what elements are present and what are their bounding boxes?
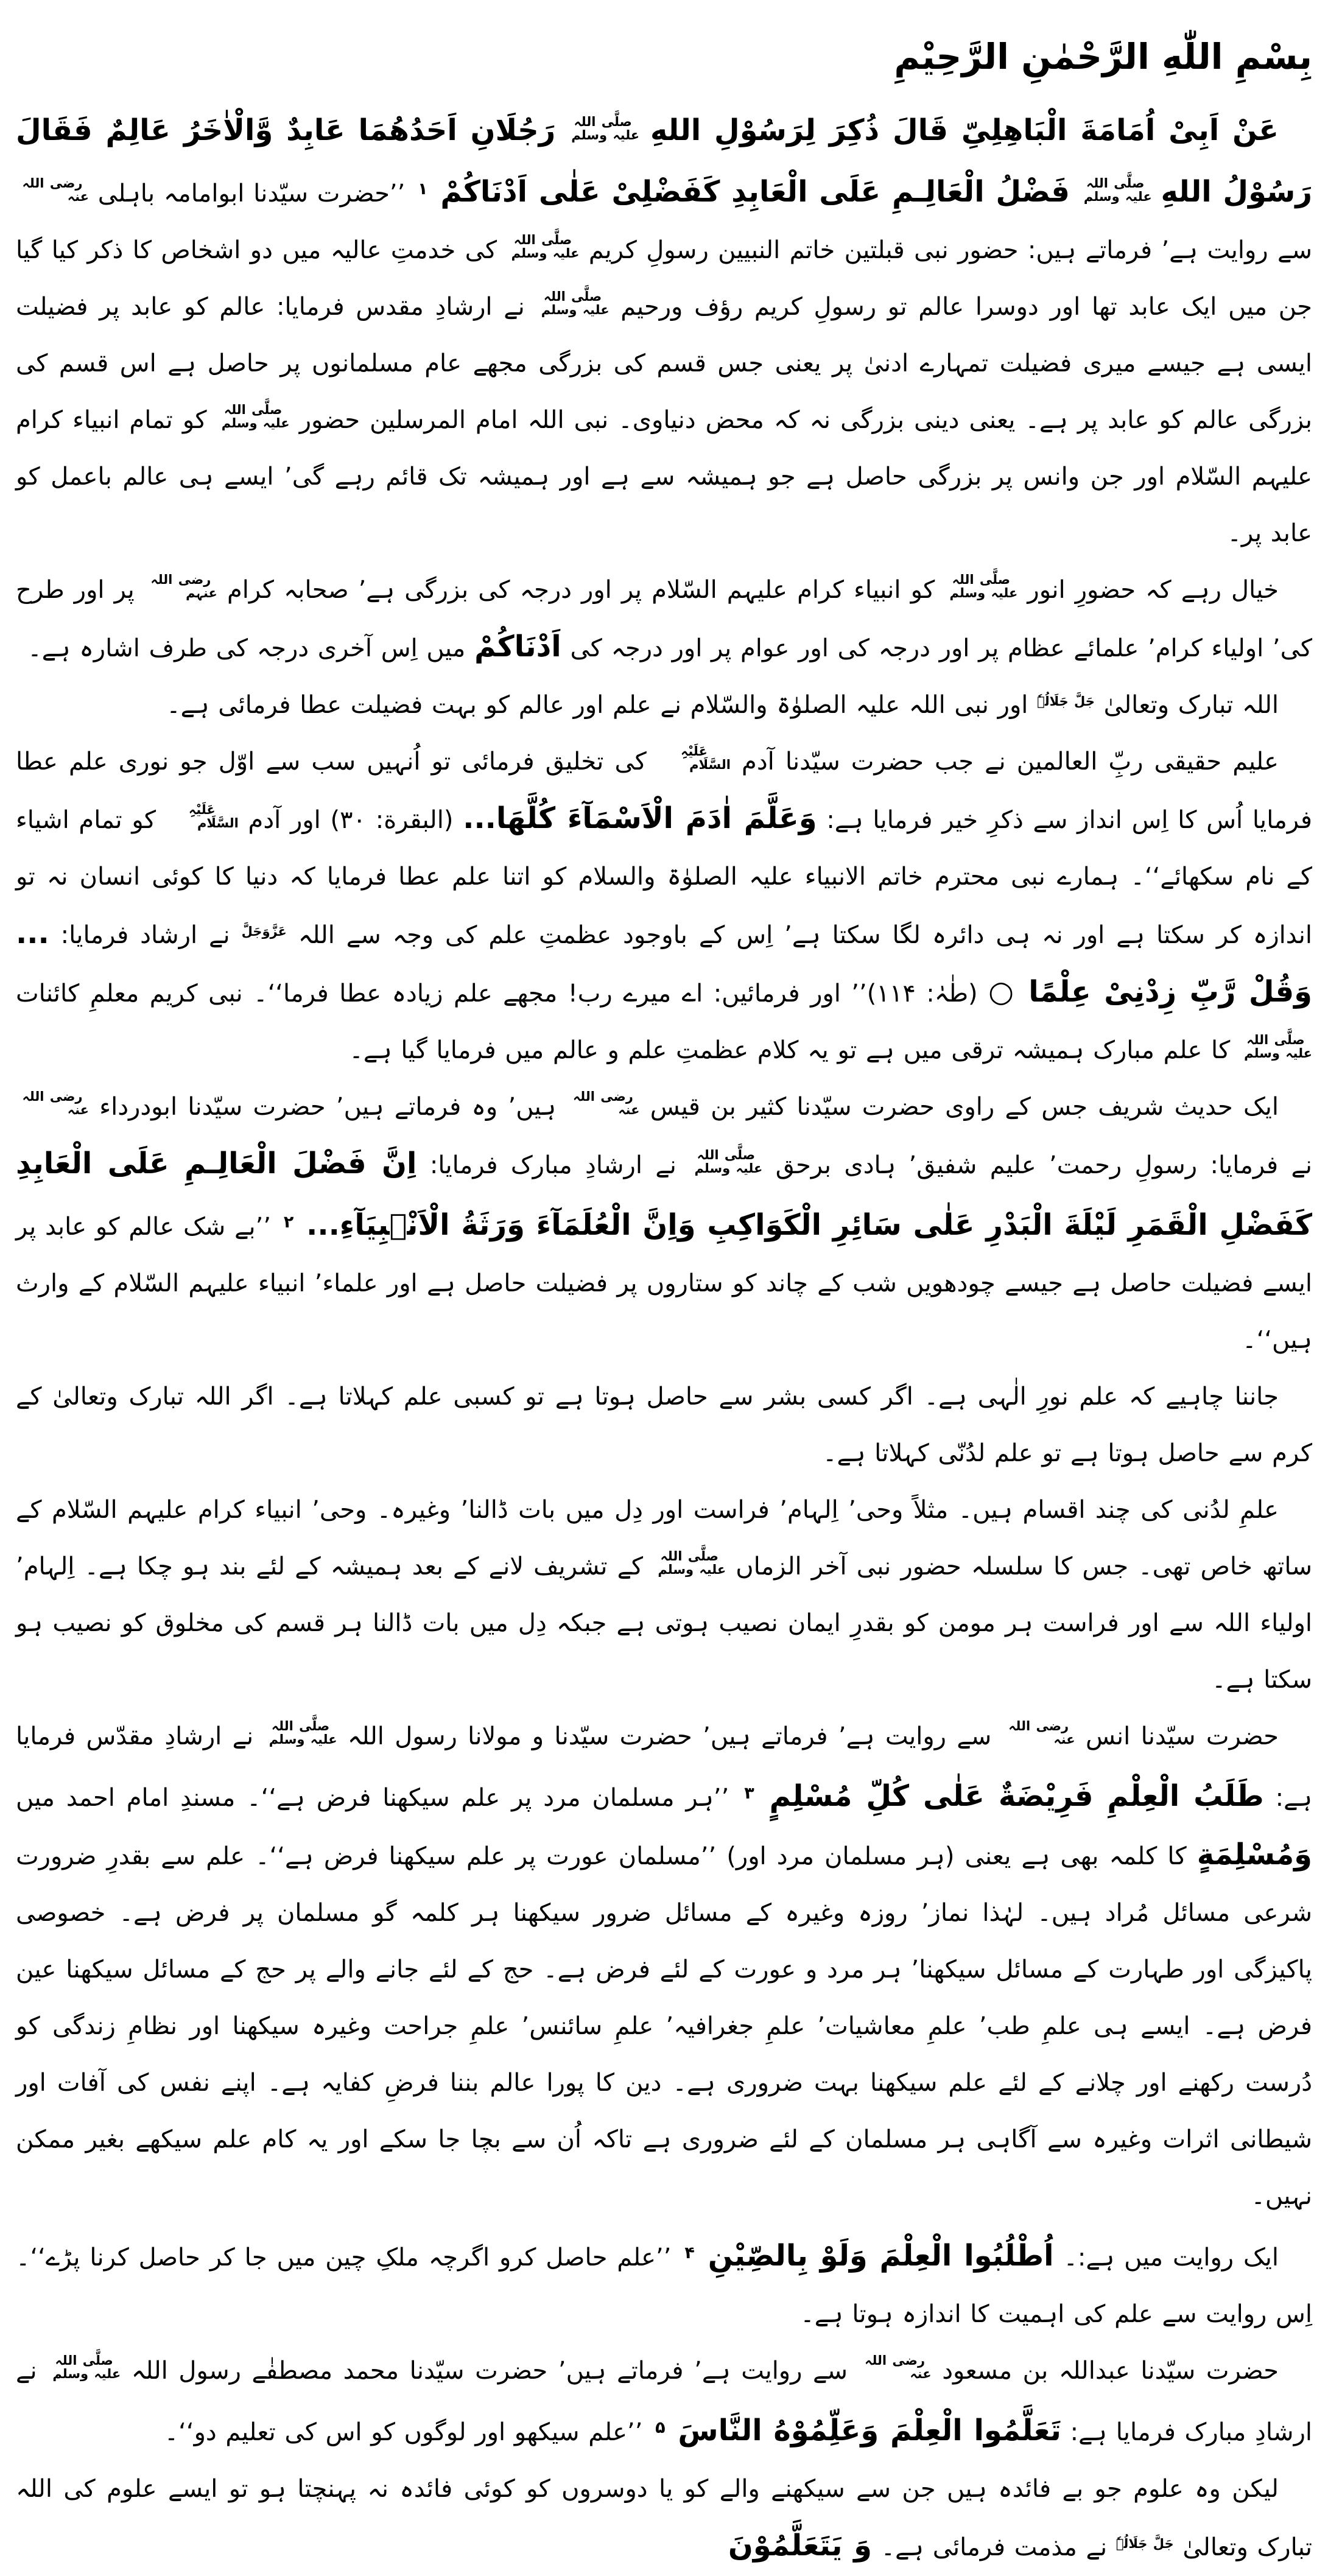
urdu-text: حضرت سیّدنا انس bbox=[1086, 1722, 1279, 1750]
urdu-text: ’’حضرت سیّدنا ابوامامہ باہلی bbox=[97, 180, 406, 208]
footnote-ref: ۱ bbox=[418, 180, 428, 198]
honorific: رضی اللہ عنہ bbox=[573, 1089, 640, 1117]
bismillah-heading: بِسْمِ اللّٰهِ الرَّحْمٰنِ الرَّحِيْمِ bbox=[894, 36, 1312, 77]
arabic-quote: وَمُسْلِمَةٍ bbox=[1196, 1837, 1313, 1872]
paragraph bbox=[16, 2461, 1312, 2576]
arabic-quote: وَ یَتَعَلَّمُوْنَ bbox=[728, 2529, 872, 2563]
honorific: صلَّی اللہ علیہ وسلم bbox=[52, 2353, 121, 2381]
urdu-text: ہیں’ وہ فرماتے ہیں’ حضرت سیّدنا ابودرداء bbox=[99, 1093, 557, 1121]
arabic-quote: عَنْ اَبِیْ اُمَامَةَ الْبَاهِلِیِّ قَالَ ذُکِرَ لِرَسُوْلِ اللهِ bbox=[650, 113, 1279, 147]
honorific: صلَّی اللہ علیہ وسلم bbox=[269, 1719, 337, 1747]
urdu-text: کی خدمتِ عالیہ میں دو اشخاص کا ذکر کیا گیا جن میں ایک عابد تھا اور دوسرا عالم تو رسولِ کریم رؤف ورحیم bbox=[16, 236, 1312, 321]
honorific: صلَّی اللہ علیہ وسلم bbox=[1083, 176, 1152, 204]
honorific: جَلَّ جَلَالُہٗ bbox=[1115, 2536, 1174, 2551]
honorific: رضی اللہ عنہ bbox=[22, 176, 89, 204]
urdu-text: میں اِس آخری درجہ کی طرف اشارہ ہے۔ bbox=[27, 634, 466, 662]
document-body bbox=[16, 102, 1312, 2576]
urdu-text: سے روایت ہے’ فرماتے ہیں’ حضرت سیّدنا محمد مصطفٰے رسول اللہ bbox=[131, 2357, 848, 2385]
urdu-text: نے ارشاد فرمایا: bbox=[60, 921, 230, 949]
paragraph bbox=[16, 1079, 1312, 1369]
honorific: عَزَّوَجَلَّ bbox=[241, 924, 287, 939]
urdu-text: نے فرمایا: رسولِ رحمت’ علیم شفیق’ ہادی برحق bbox=[775, 1151, 1313, 1179]
urdu-text: سے روایت ہے’ فرماتے ہیں: حضور نبی قبلتین خاتم النبیین رسولِ کریم bbox=[588, 236, 1313, 264]
urdu-text: نے ارشادِ مبارک فرمایا: bbox=[429, 1151, 676, 1179]
arabic-quote: طَلَبُ الْعِلْمِ فَرِیْضَةٌ عَلٰی کُلِّ مُسْلِمٍ bbox=[769, 1779, 1264, 1813]
urdu-text: نے ارشادِ مقدس فرمایا: عالم کو عابد پر فضیلت ایسی ہے جیسے میری فضیلت تمہارے ادنیٰ پر یعنی جس قسم کی بزرگی مجھے عام مسلمانوں پر حاصل ہے اس قسم کی بزرگی عالم کو عابد پر ہے۔ یعنی دینی بزرگی نہ کہ محض دنیاوی۔ نبی اللہ امام المرسلین حضور bbox=[16, 293, 1313, 434]
arabic-quote: ... وَقُلْ رَّبِّ زِدْنِیْ عِلْمًا ○ bbox=[16, 916, 1313, 1009]
honorific: رضی اللہ عنہ bbox=[1008, 1719, 1075, 1747]
paragraph bbox=[16, 2343, 1312, 2461]
urdu-text: خیال رہے کہ حضورِ انور bbox=[1027, 576, 1279, 604]
urdu-text: ’’بے شک عالم کو عابد پر ایسے فضیلت حاصل ہے جیسے چودھویں شب کے چاند کو ستاروں پر فضیلت حاصل ہے اور علماء’ انبیاء علیہم السّلام کے وارث ہیں‘‘۔ bbox=[16, 1213, 1312, 1354]
honorific: رضی اللہ عنہ bbox=[22, 1089, 89, 1117]
arabic-quote: اِنَّ فَضْلَ الْعَالِـمِ عَلَی الْعَابِدِ کَفَضْلِ الْقَمَرِ لَیْلَةَ الْبَدْرِ عَلٰی سَائِرِ الْکَوَاکِبِ وَاِنَّ الْعُلَمَآءَ وَرَثَةُ الْاَنْۢبِیَآءِ... bbox=[16, 1146, 1313, 1242]
honorific: صلَّی اللہ علیہ وسلم bbox=[694, 1148, 763, 1176]
urdu-text: حضرت سیّدنا عبداللہ بن مسعود bbox=[942, 2357, 1279, 2385]
footnote-ref: ۳ bbox=[744, 1784, 754, 1803]
urdu-text: اللہ تبارک وتعالیٰ bbox=[1103, 691, 1279, 719]
urdu-text: ’’علم سیکھو اور لوگوں کو اس کی تعلیم دو‘‘۔ bbox=[164, 2418, 643, 2446]
honorific: صلَّی اللہ علیہ وسلم bbox=[949, 572, 1018, 600]
honorific: عَلَیْہِ السَّلَام bbox=[681, 744, 731, 772]
footnote-ref: ۴ bbox=[684, 2244, 695, 2262]
urdu-text: کو تمام اشیاء کے نام سکھائے‘‘۔ ہمارے نبی محترم خاتم الانبیاء علیہ الصلوٰۃ والسلام کو اتنا علم عطا فرمایا کہ دنیا کا کوئی انسان نہ تو اندازہ کر سکتا ہے اور نہ ہی دائرہ لگا سکتا ہے’ اِس کے باوجود عظمتِ علم کی وجہ سے اللہ bbox=[16, 806, 1312, 949]
arabic-quote: اُطْلُبُوا الْعِلْمَ وَلَوْ بِالصِّیْنِ bbox=[708, 2239, 1054, 2273]
urdu-text: کو تمام انبیاء کرام علیہم السّلام اور جن وانس پر بزرگی حاصل ہے جو ہمیشہ سے ہے اور ہمیشہ تک قائم رہے گی’ ایسے ہی عالم باعمل کو عابد پر۔ bbox=[16, 406, 1312, 547]
urdu-text: (طٰہٰ: ۱۱۴)’’ اور فرمائیں: اے میرے رب! مجھے علم زیادہ عطا فرما‘‘۔ نبی کریم معلمِ کائنات bbox=[16, 980, 978, 1008]
urdu-text: پر اور طرح کی’ اولیاء کرام’ علمائے عظام پر اور درجہ کی اور عوام پر اور درجہ کی bbox=[16, 576, 1312, 662]
honorific: صلَّی اللہ علیہ وسلم bbox=[541, 289, 610, 317]
paragraph bbox=[16, 1482, 1312, 1708]
urdu-text: نے ارشادِ مبارک فرمایا ہے: bbox=[16, 2357, 1312, 2446]
paragraph bbox=[16, 677, 1312, 734]
urdu-text: ایک حدیث شریف جس کے راوی حضرت سیّدنا کثیر بن قیس bbox=[650, 1093, 1279, 1121]
urdu-text: علمِ لدُنی کی چند اقسام ہیں۔ مثلاً وحی’ اِلہام’ فراست اور دِل میں بات ڈالنا’ وغیرہ۔ وحی’ انبیاء کرام علیہم السّلام کے ساتھ خاص تھی۔ جس کا سلسلہ حضور نبی آخر الزماں bbox=[16, 1496, 1313, 1581]
arabic-quote: رَجُلَانِ اَحَدُهُمَا عَابِدٌ وَّالْاٰخَرُ عَالِمٌ فَقَالَ رَسُوْلُ اللهِ bbox=[16, 113, 1313, 209]
urdu-text: نے ارشادِ مقدّس فرمایا ہے: bbox=[16, 1722, 1313, 1812]
urdu-text: کا کلمہ بھی ہے یعنی (ہر مسلمان مرد اور) ’’مسلمان عورت پر علم سیکھنا فرض ہے‘‘۔ علم سے بقدرِ ضرورت شرعی مسائل مُراد ہیں۔ لہٰذا نماز’ روزہ وغیرہ کے مسائل ضرور سیکھنا ہر کلمہ گو مسلمان پر فرض ہے۔ خصوصی پاکیزگی اور طہارت کے مسائل سیکھنا’ ہر مرد و عورت کے لئے فرض ہے۔ حج کے لئے جانے والے پر حج کے مسائل سیکھنا عین فرض ہے۔ ایسے ہی علمِ طب’ علمِ معاشیات’ علمِ جغرافیہ’ علمِ سائنس’ علمِ جراحت وغیرہ سیکھنا اور نظامِ زندگی کو دُرست رکھنے اور چلانے کے لئے علم سیکھنا بہت ضروری ہے۔ دین کا پورا عالم بننا فرضِ کفایہ ہے۔ اپنے نفس کی آفات اور شیطانی اثرات وغیرہ سے آگاہی ہر مسلمان کے لئے ضروری ہے تاکہ اُن سے بچا جا سکے اور یہ کام علم سیکھے بغیر ممکن نہیں۔ bbox=[16, 1842, 1312, 2210]
urdu-text: علیم حقیقی ربِّ العالمین نے جب حضرت سیّدنا آدم bbox=[742, 748, 1279, 776]
honorific: صلَّی اللہ علیہ وسلم bbox=[221, 402, 290, 430]
urdu-text: کا علم مبارک ہمیشہ ترقی میں ہے تو یہ کلام عظمتِ علم و عالم میں فرمایا گیا ہے۔ bbox=[349, 1036, 1231, 1064]
paragraph bbox=[16, 734, 1312, 1079]
urdu-text: نے مذمت فرمائی ہے۔ bbox=[880, 2533, 1108, 2561]
arabic-quote: اَدْنَاکُمْ bbox=[474, 630, 561, 664]
honorific: صلَّی اللہ علیہ وسلم bbox=[511, 233, 580, 261]
paragraph bbox=[16, 102, 1312, 562]
honorific: رضی اللہ عنہم bbox=[150, 572, 217, 600]
footnote-ref: ۲ bbox=[283, 1213, 294, 1232]
urdu-text: لیکن وہ علوم جو بے فائدہ ہیں جن سے سیکھنے والے کو یا دوسروں کو کوئی فائدہ نہ پہنچتا ہو تو ایسے علوم کی اللہ تبارک وتعالیٰ bbox=[16, 2475, 1312, 2561]
urdu-text: جاننا چاہیے کہ علم نورِ الٰہی ہے۔ اگر کسی بشر سے حاصل ہوتا ہے تو کسبی علم کہلاتا ہے۔ اگر اللہ تبارک وتعالیٰ کے کرم سے حاصل ہوتا ہے تو علم لدُنّی کہلاتا ہے۔ bbox=[16, 1383, 1312, 1467]
urdu-text: کے تشریف لانے کے بعد ہمیشہ کے لئے بند ہو چکا ہے۔ اِلہام’ اولیاء اللہ سے اور فراست ہر مومن کو بقدرِ ایمان نصیب ہوتی ہے جبکہ دِل میں بات ڈالنا ہر قسم کی مخلوق کو نصیب ہو سکتا ہے۔ bbox=[16, 1553, 1312, 1694]
urdu-text: ’’ہر مسلمان مرد پر علم سیکھنا فرض ہے‘‘۔ مسندِ امام احمد میں bbox=[16, 1784, 729, 1812]
arabic-quote: وَعَلَّمَ اٰدَمَ الْاَسْمَآءَ کُلَّهَا... bbox=[463, 801, 817, 835]
paragraph bbox=[16, 1708, 1312, 2225]
urdu-text: کی تخلیق فرمائی تو اُنہیں سب سے اوّل جو نوری علم عطا فرمایا اُس کا اِس انداز سے ذکرِ خیر فرمایا ہے: bbox=[16, 748, 1312, 834]
footnote-ref: ۵ bbox=[655, 2418, 666, 2437]
urdu-text: سے روایت ہے’ فرماتے ہیں’ حضرت سیّدنا و مولانا رسول اللہ bbox=[347, 1722, 992, 1750]
honorific: عَلَیْہِ السَّلَام bbox=[188, 802, 239, 830]
honorific: صلَّی اللہ علیہ وسلم bbox=[571, 114, 640, 142]
honorific: صلَّی اللہ علیہ وسلم bbox=[658, 1549, 726, 1577]
honorific: رضی اللہ عنہ bbox=[865, 2353, 932, 2381]
honorific: جَلَّ جَلَالُہٗ bbox=[1037, 694, 1095, 709]
honorific: صلَّی اللہ علیہ وسلم bbox=[1244, 1033, 1312, 1061]
urdu-text: کو انبیاء کرام علیہم السّلام پر اور درجہ کی بزرگی ہے’ صحابہ کرام bbox=[227, 576, 935, 604]
urdu-text: اور نبی اللہ علیہ الصلوٰۃ والسّلام نے علم اور عالم کو بہت فضیلت عطا فرمائی ہے۔ bbox=[166, 691, 1028, 719]
urdu-text: ’’علم حاصل کرو اگرچہ ملکِ چین میں جا کر حاصل کرنا پڑے‘‘۔ اِس روایت سے علم کی اہمیت کا اندازہ ہوتا ہے۔ bbox=[16, 2244, 1312, 2328]
paragraph bbox=[16, 562, 1312, 677]
arabic-quote: فَضْلُ الْعَالِـمِ عَلَی الْعَابِدِ کَفَضْلِیْ عَلٰی اَدْنَاکُمْ bbox=[440, 175, 1070, 209]
paragraph bbox=[16, 1369, 1312, 1482]
arabic-quote: تَعَلَّمُوا الْعِلْمَ وَعَلِّمُوْهُ النَّاسَ bbox=[678, 2413, 1061, 2448]
paragraph bbox=[16, 2225, 1312, 2343]
urdu-text: (البقرة: ۳۰) اور آدم bbox=[248, 806, 454, 834]
urdu-text: ایک روایت میں ہے:۔ bbox=[1063, 2244, 1279, 2272]
